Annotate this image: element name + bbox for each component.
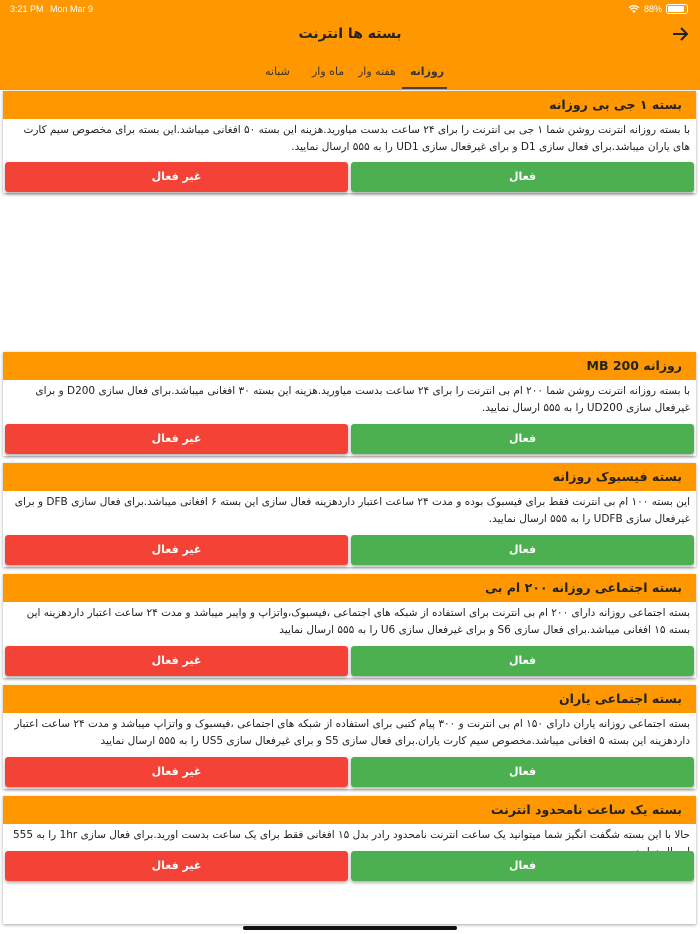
package-title: بسته ۱ جی بی روزانه xyxy=(3,91,696,119)
package-card xyxy=(3,463,696,567)
package-actions xyxy=(5,646,694,676)
tab-bar xyxy=(0,60,700,90)
package-description: حالا با این بسته شگفت انگیز شما میتوانید یک ساعت انترنت نامحدود رادر بدل ۱۵ افغانی فقط برای یک ساعت بدست اورید.برای فعال سازی 1hr را به 555 xyxy=(12,829,690,841)
package-description: این بسته ۱۰۰ ام بی انترنت فقط برای فیسبوک بوده و مدت ۲۴ ساعت اعتبار داردهزینه فعال سازی این بسته ۶ افغانی میباشد.برای فعال سازی DFB و برای غیرفعال سازی UDFB را به ۵۵۵ ارسال نمایید. xyxy=(14,496,690,525)
package-description: بسته اجتماعی روزانه دارای ۲۰۰ ام بی انترنت برای استفاده از شبکه های اجتماعی ،فیسبوک،واتزاپ و وایبر میباشد و مدت ۲۴ ساعت اعتبار داردهزینه این بسته ۱۵ افغانی میباشد.برای فعال سازی S6 و برای غیرفعال سازی U6 را به ۵۵۵ ارسال نمایید xyxy=(26,607,690,636)
battery-percent: 88% xyxy=(643,4,662,14)
tab-daily[interactable]: روزانه xyxy=(410,65,445,78)
package-actions xyxy=(5,851,694,881)
package-description: با بسته روزانه انترنت روشن شما ۱ جی بی انترنت را برای ۲۴ ساعت بدست میاورید.هزینه این بسته ۵۰ افغانی میباشد.این بسته برای مخصوص سیم کارت های یاران میباشد.برای فعال سازی D1 و برای غیرفعال سازی UD1 را به ۵۵۵ ارسال نمایید. xyxy=(23,124,690,153)
activate-button[interactable]: فعال xyxy=(351,535,694,565)
package-actions xyxy=(5,535,694,565)
activate-button[interactable]: فعال xyxy=(351,424,694,454)
package-card xyxy=(3,685,696,789)
activate-button[interactable]: فعال xyxy=(351,162,694,192)
package-actions xyxy=(5,162,694,192)
package-description: بسته اجتماعی روزانه یاران دارای ۱۵۰ ام بی انترنت و ۳۰۰ پیام کتبی برای استفاده از شبکه های اجتماعی ،فیسبوک و واتزاپ میباشد و مدت ۲۴ ساعت اعتبار داردهزینه این بسته ۵ افغانی میباشد.مخصوص سیم کارت یاران.برای فعال سازی S5 و برای غیرفعال سازی US5 را به ۵۵۵ ارسال نمایید xyxy=(14,718,690,747)
tab-weekly[interactable]: هفته وار xyxy=(358,65,396,78)
package-title: بسته یک ساعت نامحدود انترنت xyxy=(3,796,696,824)
status-right xyxy=(628,4,688,14)
package-title: بسته اجتماعی روزانه ۲۰۰ ام بی xyxy=(3,574,696,602)
package-description: با بسته روزانه انترنت روشن شما ۲۰۰ ام بی انترنت را برای ۲۴ ساعت بدست میاورید.هزینه این بسته ۳۰ افغانی میباشد.برای فعال سازی D200 و برای غیرفعال سازی UD200 را به ۵۵۵ ارسال نمایید. xyxy=(35,385,690,414)
deactivate-button[interactable]: غیر فعال xyxy=(5,757,348,787)
package-title: بسته اجتماعی یاران xyxy=(3,685,696,713)
page-title: بسته ها انترنت xyxy=(298,26,402,42)
activate-button[interactable]: فعال xyxy=(351,851,694,881)
deactivate-button[interactable]: غیر فعال xyxy=(5,646,348,676)
battery-icon xyxy=(666,4,688,14)
tab-nightly[interactable]: شبانه xyxy=(265,65,290,78)
package-title: روزانه MB 200 xyxy=(3,352,696,380)
tab-indicator xyxy=(402,87,447,89)
status-bar xyxy=(10,4,688,14)
package-actions xyxy=(5,424,694,454)
home-indicator[interactable] xyxy=(243,926,457,930)
package-card xyxy=(3,574,696,678)
package-card xyxy=(3,796,696,924)
status-date: Mon Mar 9 xyxy=(50,4,94,14)
deactivate-button[interactable]: غیر فعال xyxy=(5,851,348,881)
package-card xyxy=(3,352,696,456)
app-bar xyxy=(0,0,700,90)
tab-monthly[interactable]: ماه وار xyxy=(312,65,345,78)
back-arrow-icon[interactable] xyxy=(670,24,690,44)
deactivate-button[interactable]: غیر فعال xyxy=(5,535,348,565)
activate-button[interactable]: فعال xyxy=(351,757,694,787)
package-title: بسته فیسبوک روزانه xyxy=(3,463,696,491)
deactivate-button[interactable]: غیر فعال xyxy=(5,162,348,192)
wifi-icon xyxy=(628,4,640,14)
package-actions xyxy=(5,757,694,787)
activate-button[interactable]: فعال xyxy=(351,646,694,676)
package-card xyxy=(3,91,696,193)
status-time: 3:21 PM xyxy=(10,4,44,14)
deactivate-button[interactable]: غیر فعال xyxy=(5,424,348,454)
